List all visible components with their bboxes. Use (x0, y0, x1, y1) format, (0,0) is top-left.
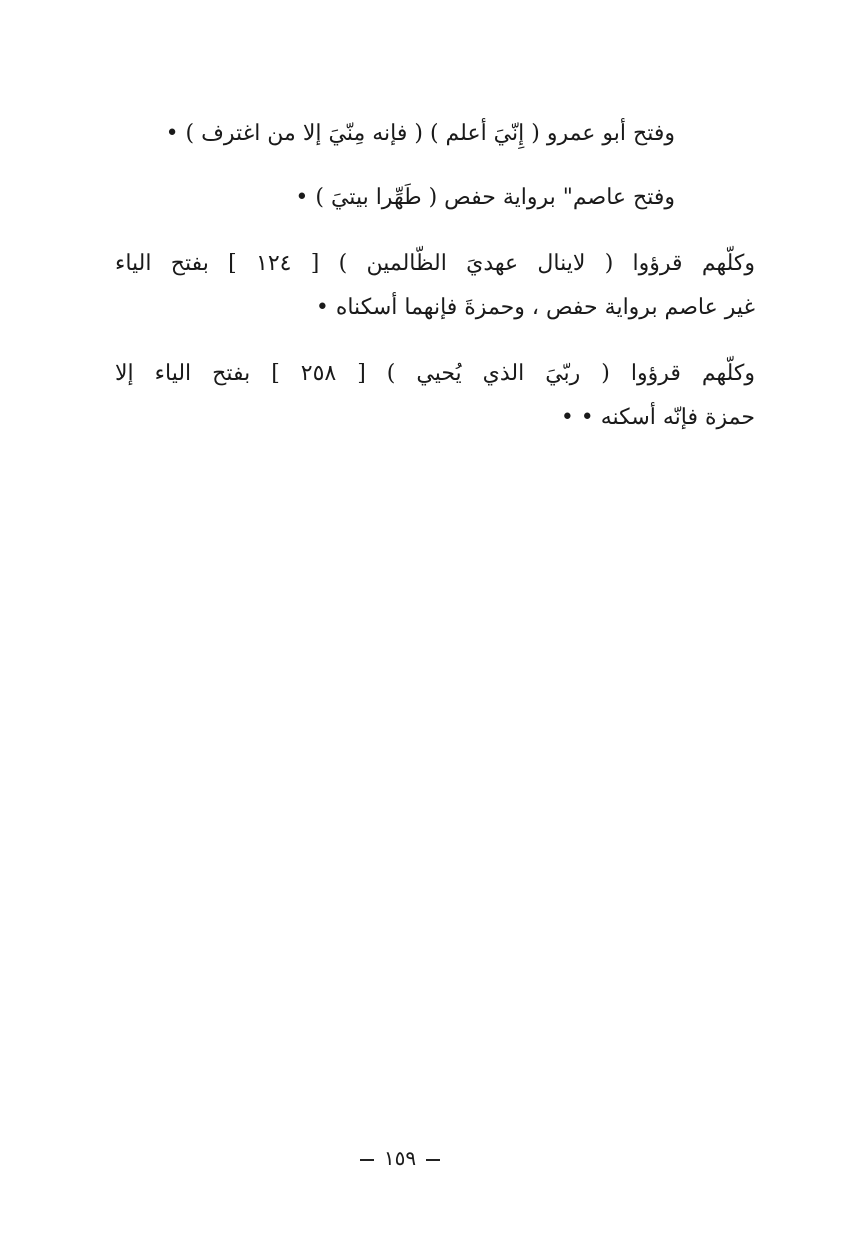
paragraph-4-line-1: وكلّهم قرؤوا ( ربّيَ الذي يُحيي ) [ ٢٥٨ ] بفتح الياء إلا (115, 361, 756, 386)
paragraph-4-line-2: حمزة فإنّه أسكنه • • (560, 405, 755, 430)
page-number-dash-right (426, 1159, 440, 1161)
paragraph-1-line-1: وفتح أبو عمرو ( إِنّيَ أعلم ) ( فإنه مِنّيَ إلا من اغترف ) • (165, 121, 675, 146)
paragraph-1 (166, 112, 675, 156)
paragraph-2 (295, 176, 675, 220)
page-number-dash-left (360, 1159, 374, 1161)
page-number (0, 1146, 800, 1170)
paragraph-3-line-1: وكلّهم قرؤوا ( لاينال عهديَ الظّالمين ) [ ١٢٤ ] بفتح الياء (115, 251, 756, 276)
paragraph-3 (115, 242, 755, 330)
paragraph-4 (115, 352, 755, 440)
paragraph-2-line-1: وفتح عاصم" برواية حفص ( طَهِّرا بيتيَ ) • (295, 185, 675, 210)
page-number-value: ١٥٩ (383, 1146, 417, 1170)
paragraph-3-line-2: غير عاصم برواية حفص ، وحمزةَ فإنهما أسكناه • (315, 295, 755, 320)
